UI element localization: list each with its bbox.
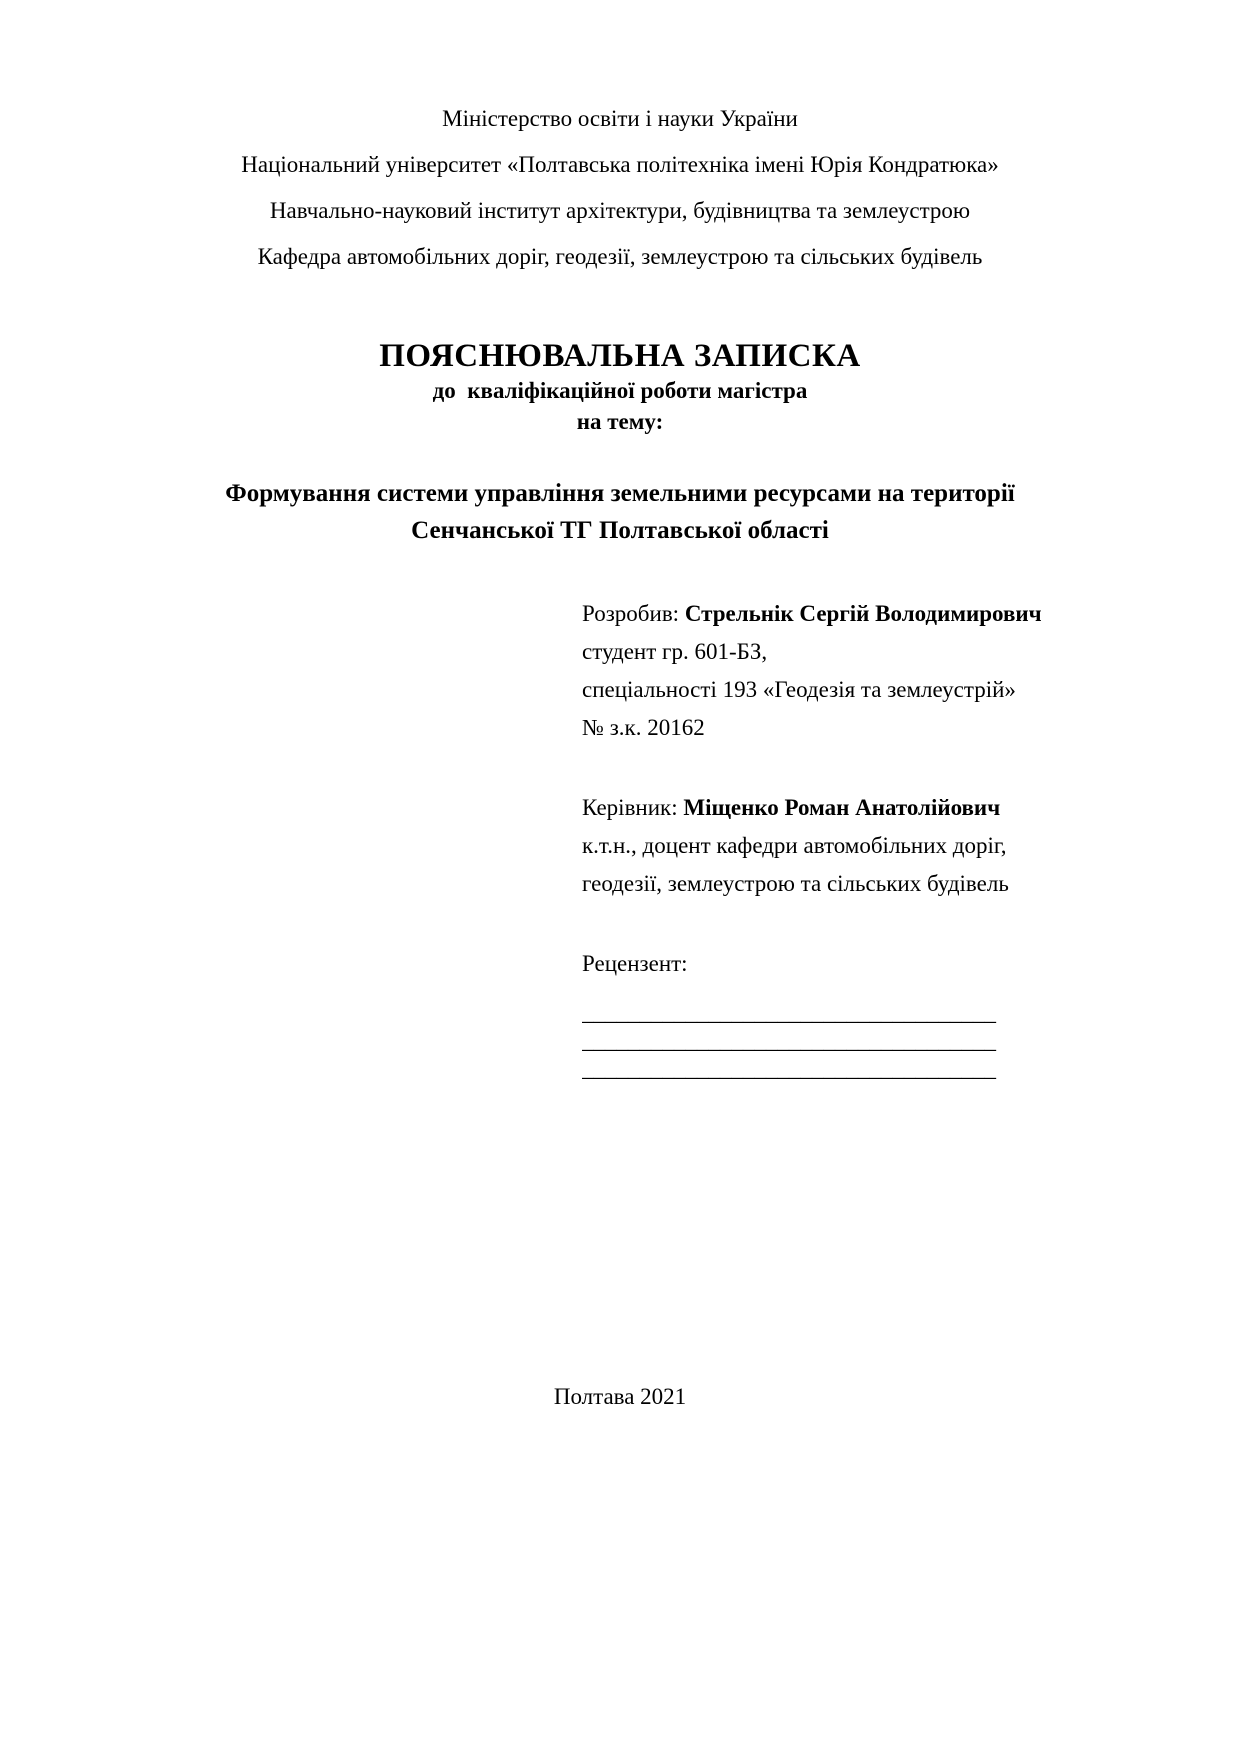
reviewer-block <box>582 945 1044 1083</box>
department-line: Кафедра автомобільних доріг, геодезії, землеустрою та сільських будівель <box>257 244 983 269</box>
reviewer-blank-line: ____________________________________ <box>582 1056 996 1081</box>
supervisor-details: к.т.н., доцент кафедри автомобільних доріг, геодезії, землеустрою та сільських будівель <box>582 833 1009 896</box>
supervisor-name: Міщенко Роман Анатолійович <box>683 795 1001 820</box>
author-speciality: спеціальності 193 «Геодезія та землеустрій» <box>582 677 1016 702</box>
institution-header <box>100 96 1140 280</box>
reviewer-blank-line: ____________________________________ <box>582 1000 996 1025</box>
author-line <box>582 595 1044 633</box>
reviewer-label: Рецензент: <box>582 951 688 976</box>
supervisor-role-label: Керівник: <box>582 795 684 820</box>
document-type-subtitle: до кваліфікаційної роботи магістра <box>432 378 808 403</box>
author-name: Стрельнік Сергій Володимирович <box>684 601 1042 626</box>
supervisor-block <box>582 789 1044 903</box>
thesis-title: Формування системи управління земельними ресурсами на території Сенчанської ТГ Полтавської області <box>225 480 1015 544</box>
ministry-line: Міністерство освіти і науки України <box>442 106 798 131</box>
university-line: Національний університет «Полтавська політехніка імені Юрія Кондратюка» <box>241 152 999 177</box>
author-block <box>582 595 1044 747</box>
document-type-topic-label: на тему: <box>576 409 664 434</box>
author-role-label: Розробив: <box>582 601 685 626</box>
signature-column <box>582 595 1044 1083</box>
document-type-block <box>100 338 1140 437</box>
document-type-title: ПОЯСНЮВАЛЬНА ЗАПИСКА <box>379 338 861 374</box>
reviewer-blank-lines <box>582 999 1044 1083</box>
institute-line: Навчально-науковий інститут архітектури, будівництва та землеустрою <box>269 198 971 223</box>
author-group: студент гр. 601-БЗ, <box>582 639 768 664</box>
reviewer-blank-line: ____________________________________ <box>582 1028 996 1053</box>
supervisor-line <box>582 789 1044 827</box>
author-record-number: № з.к. 20162 <box>582 715 705 740</box>
city-year-footer: Полтава 2021 <box>553 1384 687 1409</box>
